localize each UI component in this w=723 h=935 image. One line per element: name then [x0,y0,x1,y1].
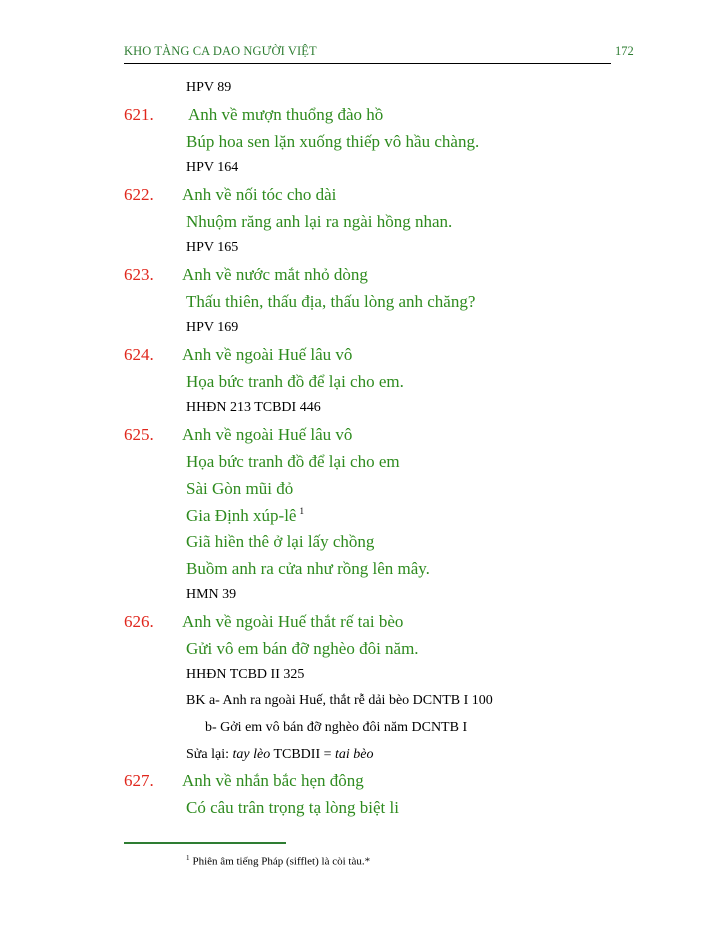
entry-number: 622. [124,185,154,204]
verse-line: Buồm anh ra cửa như rồng lên mây. [186,559,430,578]
verse-line: Thấu thiên, thấu địa, thấu lòng anh chăng? [186,292,476,311]
verse-line: Giã hiền thê ở lại lấy chồng [186,532,375,551]
verse-line [186,506,304,526]
running-title: KHO TÀNG CA DAO NGƯỜI VIỆT [124,44,317,58]
verse-line: Gửi vô em bán đỡ nghèo đôi năm. [186,639,419,658]
page-number: 172 [615,44,634,58]
footnote-text: Phiên âm tiếng Pháp (sifflet) là còi tàu.* [192,855,371,868]
entry-number: 621. [124,105,154,124]
source-citation: HPV 169 [186,320,239,335]
verse-line: Anh về nhắn bắc hẹn đông [182,771,364,790]
source-citation: HHĐN 213 TCBDI 446 [186,400,321,415]
footnote-marker: 1 [299,506,304,517]
entry-number: 624. [124,345,154,364]
source-citation: HPV 165 [186,240,239,255]
variant-note: b- Gởi em vô bán đỡ nghèo đôi năm DCNTB I [205,720,468,735]
correction-old: tay lèo [232,747,271,762]
correction-new: tai bèo [335,747,374,762]
verse-text: Gia Định xúp-lê [186,506,297,525]
footnote-rule [124,842,286,844]
verse-line: Có câu trân trọng tạ lòng biệt li [186,798,399,817]
source-citation: HMN 39 [186,587,237,602]
correction-prefix: Sửa lại: [186,747,233,762]
variant-note: BK a- Anh ra ngoài Huế, thắt rễ dải bèo DCNTB I 100 [186,693,493,708]
correction-note [186,747,374,763]
verse-line: Anh về ngoài Huế thắt rế tai bèo [182,612,404,631]
verse-line: Anh về nước mắt nhỏ dòng [182,265,368,284]
entry-number: 623. [124,265,154,284]
correction-mid: TCBDII = [270,747,336,762]
footnote-number: 1 [186,854,190,862]
verse-line: Anh về ngoài Huế lâu vô [182,345,353,364]
verse-line: Búp hoa sen lặn xuống thiếp vô hầu chàng. [186,132,480,151]
verse-line: Anh về nối tóc cho dài [182,185,337,204]
verse-line: Anh về ngoài Huế lâu vô [182,425,353,444]
verse-line: Họa bức tranh đồ để lại cho em. [186,372,404,391]
header-rule [124,63,611,64]
source-citation: HPV 164 [186,160,239,175]
footnote [186,854,370,868]
verse-line: Sài Gòn mũi đỏ [186,479,294,498]
source-citation: HPV 89 [186,80,232,95]
source-citation: HHĐN TCBD II 325 [186,667,305,682]
entry-number: 625. [124,425,154,444]
entry-number: 626. [124,612,154,631]
verse-line: Anh về mượn thuổng đào hồ [188,105,384,124]
verse-line: Họa bức tranh đồ để lại cho em [186,452,400,471]
verse-line: Nhuộm răng anh lại ra ngài hồng nhan. [186,212,453,231]
entry-number: 627. [124,771,154,790]
